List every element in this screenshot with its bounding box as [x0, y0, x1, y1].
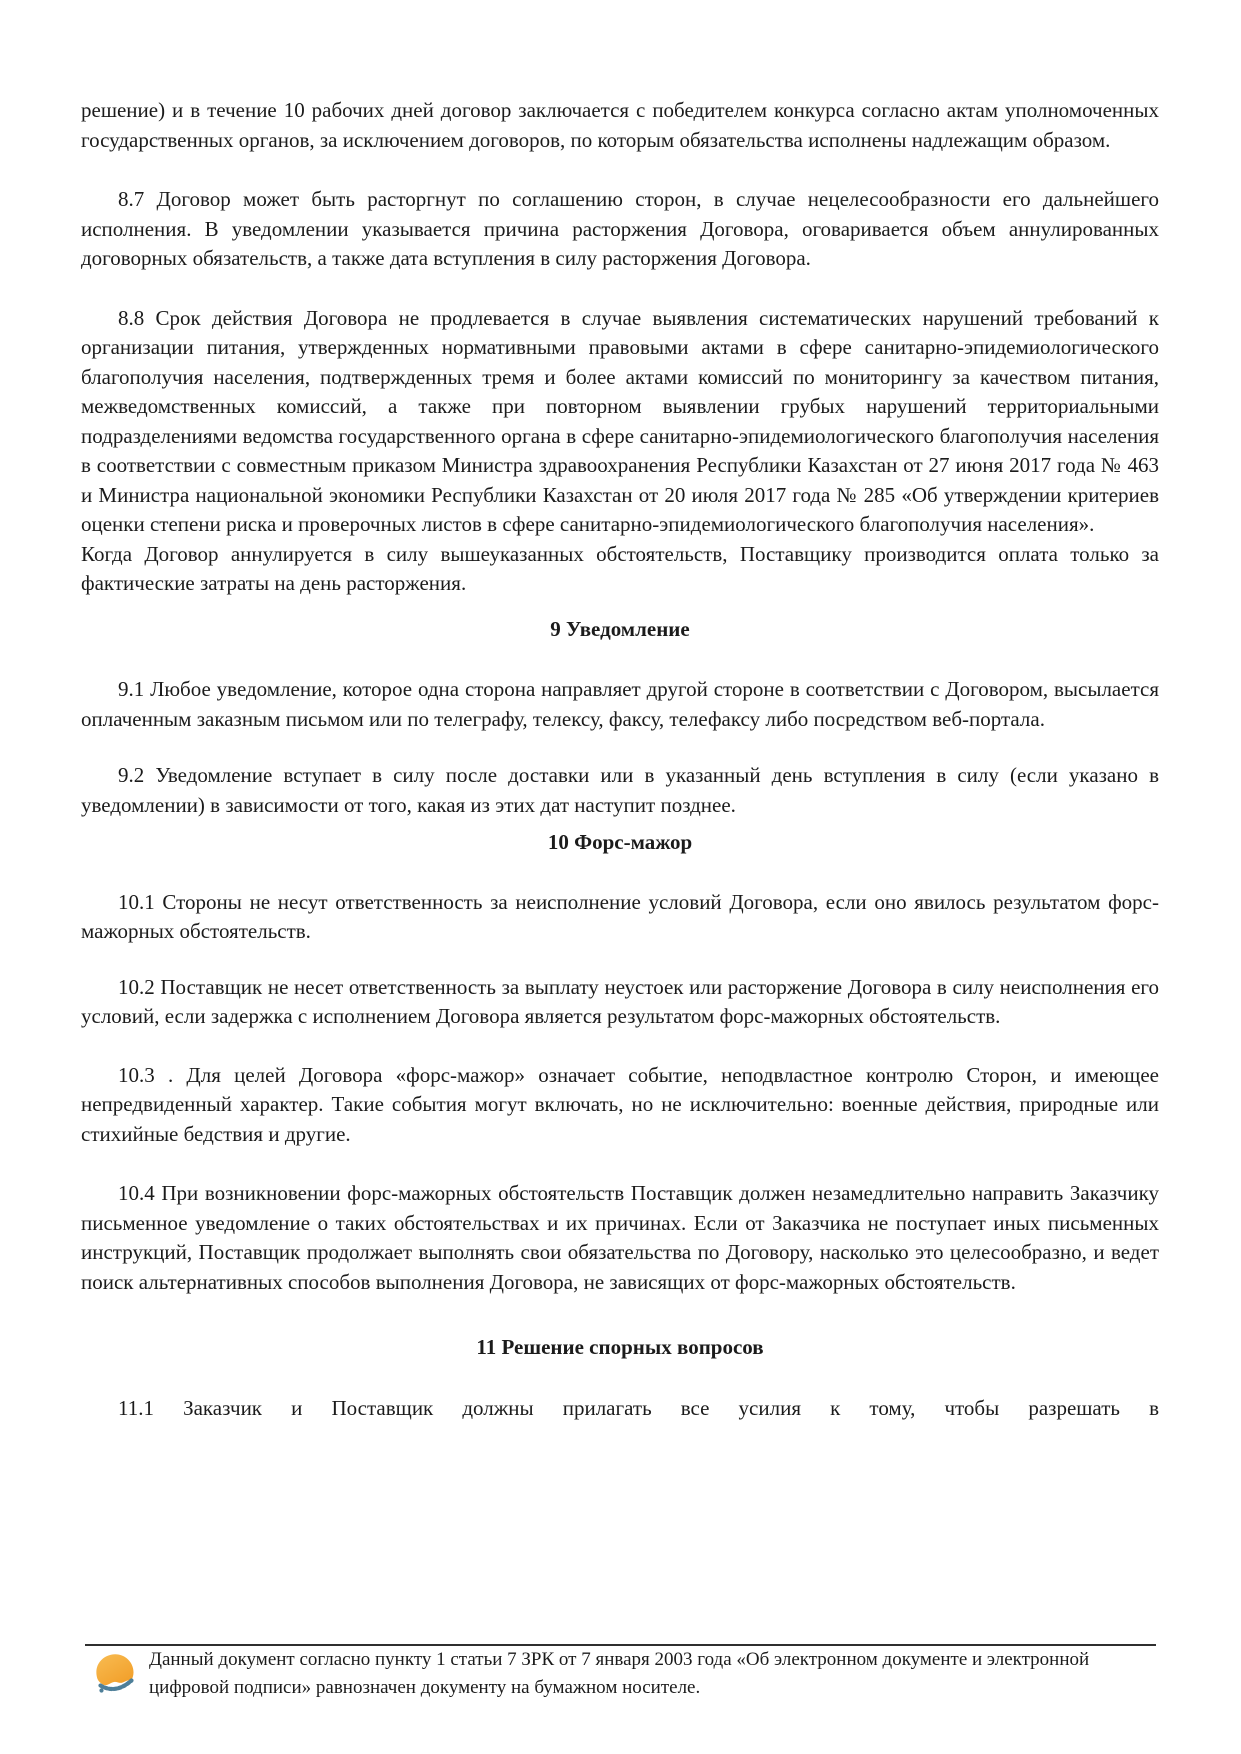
paragraph-10-3: 10.3 . Для целей Договора «форс-мажор» означает событие, неподвластное контролю Сторон, и имеющее непредвиденный характер. Такие события могут включать, но не исключительно: военные действия, природные или стихийные бедствия и другие.: [81, 1062, 1159, 1146]
egov-signature-logo-icon: [91, 1650, 139, 1698]
paragraph-8-8: 8.8 Срок действия Договора не продлевается в случае выявления систематических нарушений требований к организации питания, утвержденных нормативными правовыми актами в сфере санитарно-эпидемиологического благополучия населения, подтвержденных тремя и более актами комиссий по мониторингу за качеством питания, межведомственных комиссий, а также при повторном выявлении грубых нарушений территориальными подразделениями ведомства государственного органа в сфере санитарно-эпидемиологического благополучия населения в соответствии с совместным приказом Министра здравоохранения Республики Казахстан от 27 июня 2017 года № 463 и Министра национальной экономики Республики Казахстан от 20 июля 2017 года № 285 «Об утверждении критериев оценки степени риска и проверочных листов в сфере санитарно-эпидемиологического благополучия населения».: [81, 305, 1159, 536]
paragraph-8-8-note: Когда Договор аннулируется в силу вышеуказанных обстоятельств, Поставщику производится оплата только за фактические затраты на день расторжения.: [81, 541, 1159, 595]
paragraph-10-4: 10.4 При возникновении форс-мажорных обстоятельств Поставщик должен незамедлительно направить Заказчику письменное уведомление о таких обстоятельствах и их причинах. Если от Заказчика не поступает иных письменных инструкций, Поставщик продолжает выполнять свои обязательства по Договору, насколько это целесообразно, и ведет поиск альтернативных способов выполнения Договора, не зависящих от форс-мажорных обстоятельств.: [81, 1181, 1159, 1294]
paragraph-10-1: 10.1 Стороны не несут ответственность за неисполнение условий Договора, если оно явилось результатом форс-мажорных обстоятельств.: [81, 889, 1159, 943]
paragraph-11-1-clipped: 11.1 Заказчик и Поставщик должны прилагать все усилия к тому, чтобы разрешать в: [118, 1395, 1159, 1420]
paragraph-9-2: 9.2 Уведомление вступает в силу после доставки или в указанный день вступления в силу (если указано в уведомлении) в зависимости от того, какая из этих дат наступит позднее.: [81, 763, 1159, 817]
section-heading-9-notification: 9 Уведомление: [550, 616, 690, 641]
section-heading-11-disputes: 11 Решение спорных вопросов: [476, 1335, 764, 1359]
paragraph-10-2: 10.2 Поставщик не несет ответственность за выплату неустоек или расторжение Договора в силу неисполнения его условий, если задержка с исполнением Договора является результатом форс-мажорных обстоятельств.: [81, 974, 1159, 1028]
section-heading-10-force-majeure: 10 Форс-мажор: [547, 830, 693, 854]
logo-sun-shape: [96, 1654, 133, 1685]
document-body: [81, 0, 1159, 1423]
logo-script-dot: [99, 1688, 103, 1692]
footer-disclaimer: Данный документ согласно пункту 1 статьи 7 ЗРК от 7 января 2003 года «Об электронном документе и электронной цифровой подписи» равнозначен документу на бумажном носителе.: [149, 1649, 1090, 1698]
paragraph-8-7: 8.7 Договор может быть расторгнут по соглашению сторон, в случае нецелесообразности его дальнейшего исполнения. В уведомлении указывается причина расторжения Договора, оговаривается объем аннулированных договорных обязательств, а также дата вступления в силу расторжения Договора.: [81, 187, 1159, 270]
paragraph-9-1: 9.1 Любое уведомление, которое одна сторона направляет другой стороне в соответствии с Договором, высылается оплаченным заказным письмом или по телеграфу, телексу, факсу, телефаксу либо посредством веб-портала.: [81, 677, 1159, 731]
paragraph-8-6-continuation: решение) и в течение 10 рабочих дней договор заключается с победителем конкурса согласно актам уполномоченных государственных органов, за исключением договоров, по которым обязательства исполнены надлежащим образом.: [81, 98, 1159, 152]
